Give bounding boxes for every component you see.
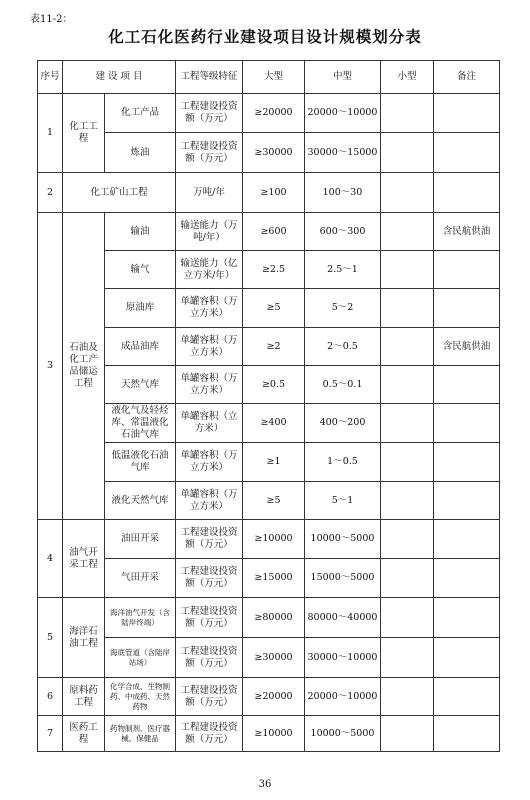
subproject: 海洋油气开发（含陆岸终端） [105,598,176,638]
subproject: 输气 [105,251,176,289]
large-value: ≥5 [243,289,305,328]
table-row [38,173,500,213]
small-value [381,443,434,482]
small-value [381,598,434,638]
medium-value: 400～200 [305,404,381,443]
small-value [381,404,434,443]
grade-feature: 单罐容积（万立方米） [176,366,243,404]
small-value [381,251,434,289]
subproject: 成品油库 [105,328,176,366]
table-row [38,251,500,289]
grade-feature: 工程建设投资额（万元） [176,94,243,133]
remark [434,678,500,716]
table-row [38,482,500,520]
large-value: ≥2 [243,328,305,366]
subproject: 炼油 [105,133,176,173]
remark [434,289,500,328]
grade-feature: 工程建设投资额（万元） [176,716,243,752]
table-row [38,598,500,638]
row-seq: 3 [38,213,63,520]
remark [434,443,500,482]
large-value: ≥5 [243,482,305,520]
large-value: ≥30000 [243,638,305,678]
medium-value: 10000～5000 [305,520,381,559]
table-row [38,716,500,752]
large-value: ≥2.5 [243,251,305,289]
medium-value: 30000～15000 [305,133,381,173]
small-value [381,482,434,520]
remark [434,520,500,559]
medium-value: 0.5～0.1 [305,366,381,404]
medium-value: 20000～10000 [305,678,381,716]
grade-feature: 工程建设投资额（万元） [176,638,243,678]
page-title: 化工石化医药行业建设项目设计规模划分表 [108,28,422,46]
small-value [381,716,434,752]
remark: 含民航供油 [434,213,500,251]
subproject: 天然气库 [105,366,176,404]
row-seq: 5 [38,598,63,678]
project-name: 医药工程 [63,716,105,752]
small-value [381,289,434,328]
medium-value: 2.5～1 [305,251,381,289]
subproject: 海底管道（含陆岸站场） [105,638,176,678]
header-medium: 中型 [305,61,381,94]
header-small: 小型 [381,61,434,94]
table-row [38,289,500,328]
remark [434,133,500,173]
grade-feature: 工程建设投资额（万元） [176,678,243,716]
large-value: ≥10000 [243,520,305,559]
subproject: 化工产品 [105,94,176,133]
small-value [381,213,434,251]
grade-feature: 工程建设投资额（万元） [176,520,243,559]
table-row [38,520,500,559]
grade-feature: 工程建设投资额（万元） [176,133,243,173]
small-value [381,366,434,404]
scale-classification-table [37,60,500,752]
subproject: 低温液化石油气库 [105,443,176,482]
grade-feature: 工程建设投资额（万元） [176,559,243,598]
large-value: ≥10000 [243,716,305,752]
medium-value: 30000～10000 [305,638,381,678]
remark [434,173,500,213]
subproject: 药物制剂、医疗器械、保健品 [105,716,176,752]
row-seq: 7 [38,716,63,752]
table-label: 表11-2： [30,14,73,25]
large-value: ≥20000 [243,94,305,133]
table-row [38,94,500,133]
row-seq: 4 [38,520,63,598]
medium-value: 600～300 [305,213,381,251]
project-name: 油气开采工程 [63,520,105,598]
medium-value: 100～30 [305,173,381,213]
remark [434,559,500,598]
table-row [38,559,500,598]
small-value [381,328,434,366]
large-value: ≥600 [243,213,305,251]
remark [434,94,500,133]
subproject: 液化气及轻烃库、常温液化石油气库 [105,404,176,443]
header-row [38,61,500,94]
table-row [38,404,500,443]
subproject: 液化天然气库 [105,482,176,520]
grade-feature: 工程建设投资额（万元） [176,598,243,638]
remark [434,482,500,520]
medium-value: 5～2 [305,289,381,328]
large-value: ≥0.5 [243,366,305,404]
medium-value: 80000～40000 [305,598,381,638]
remark: 含民航供油 [434,328,500,366]
row-seq: 2 [38,173,63,213]
table-row [38,328,500,366]
row-seq: 1 [38,94,63,173]
medium-value: 1～0.5 [305,443,381,482]
subproject: 气田开采 [105,559,176,598]
small-value [381,520,434,559]
row-seq: 6 [38,678,63,716]
subproject: 化学合成、生物制药、中成药、天然药物 [105,678,176,716]
grade-feature: 单罐容积（万立方米） [176,482,243,520]
remark [434,598,500,638]
grade-feature: 单罐容积（万立方米） [176,443,243,482]
medium-value: 20000～10000 [305,94,381,133]
remark [434,716,500,752]
grade-feature: 输送能力（亿立方米/年） [176,251,243,289]
project-name: 化工矿山工程 [63,173,176,213]
remark [434,251,500,289]
subproject: 油田开采 [105,520,176,559]
grade-feature: 输送能力（万吨/年） [176,213,243,251]
large-value: ≥15000 [243,559,305,598]
small-value [381,173,434,213]
subproject: 原油库 [105,289,176,328]
small-value [381,133,434,173]
table-row [38,443,500,482]
table-row [38,638,500,678]
remark [434,366,500,404]
remark [434,638,500,678]
project-name: 化工工程 [63,94,105,173]
small-value [381,638,434,678]
grade-feature: 万吨/年 [176,173,243,213]
grade-feature: 单罐容积（万立方米） [176,289,243,328]
header-feature: 工程等级特征 [176,61,243,94]
subproject: 输油 [105,213,176,251]
large-value: ≥80000 [243,598,305,638]
table-row [38,366,500,404]
grade-feature: 单罐容积（立方米） [176,404,243,443]
large-value: ≥30000 [243,133,305,173]
table-row [38,213,500,251]
large-value: ≥100 [243,173,305,213]
table-row [38,678,500,716]
header-large: 大型 [243,61,305,94]
medium-value: 15000～5000 [305,559,381,598]
project-name: 海洋石油工程 [63,598,105,678]
large-value: ≥1 [243,443,305,482]
grade-feature: 单罐容积（万立方米） [176,328,243,366]
remark [434,404,500,443]
medium-value: 2～0.5 [305,328,381,366]
small-value [381,678,434,716]
header-remark: 备注 [434,61,500,94]
large-value: ≥400 [243,404,305,443]
table-row [38,133,500,173]
header-seq: 序号 [38,61,63,94]
header-project: 建 设 项 目 [63,61,176,94]
small-value [381,94,434,133]
medium-value: 5～1 [305,482,381,520]
large-value: ≥20000 [243,678,305,716]
medium-value: 10000～5000 [305,716,381,752]
page-number: 36 [258,779,272,790]
small-value [381,559,434,598]
project-name: 原料药工程 [63,678,105,716]
project-name: 石油及化工产品储运工程 [63,213,105,520]
